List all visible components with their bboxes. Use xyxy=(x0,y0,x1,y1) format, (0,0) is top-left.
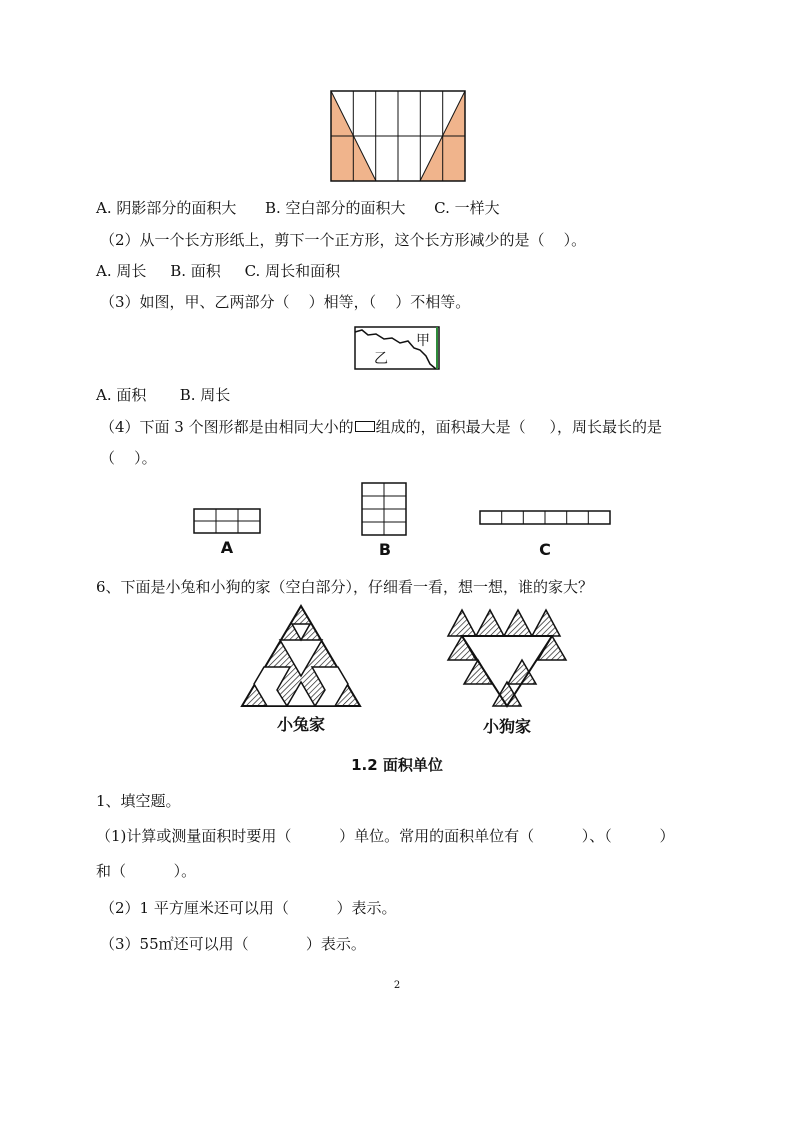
label-yi: 乙 xyxy=(374,351,388,367)
dog-house-label: 小狗家 xyxy=(482,717,531,736)
rectangle-shaded-figure xyxy=(330,90,466,182)
q4-text-after: 组成的，面积最大是（ ），周长最长的是 xyxy=(375,418,662,436)
q3-question: （3）如图，甲、乙两部分（ ）相等，（ ）不相等。 xyxy=(100,293,471,311)
figure-a-grid xyxy=(193,508,262,534)
figure-c-label: C xyxy=(539,540,551,559)
q4-question xyxy=(100,417,662,437)
q6-question: 6、下面是小兔和小狗的家（空白部分），仔细看一看，想一想，谁的家大？ xyxy=(96,578,594,596)
figure-c-grid xyxy=(479,510,611,525)
q1-options: A. 阴影部分的面积大 B. 空白部分的面积大 C. 一样大 xyxy=(96,199,500,217)
section-title: 1.2 面积单位 xyxy=(351,756,443,774)
q2-options: A. 周长 B. 面积 C. 周长和面积 xyxy=(96,262,341,280)
q3-options: A. 面积 B. 周长 xyxy=(96,386,231,404)
label-jia: 甲 xyxy=(416,333,430,349)
dog-house-figure xyxy=(446,606,568,708)
rabbit-house-figure xyxy=(240,604,362,708)
fill-item1-line1: （1)计算或测量面积时要用（ ）单位。常用的面积单位有（ ）、（ ） xyxy=(96,827,675,845)
fill-item2: （2）1 平方厘米还可以用（ ）表示。 xyxy=(100,899,397,917)
fill-item3: （3）55㎡还可以用（ ）表示。 xyxy=(100,935,366,953)
jia-yi-figure xyxy=(354,326,440,370)
unit-rectangle-icon xyxy=(355,421,375,432)
figure-b-label: B xyxy=(378,540,392,559)
figure-a-label: A xyxy=(220,538,234,557)
q4-text-before: （4）下面 3 个图形都是由相同大小的 xyxy=(100,418,354,436)
page-number: 2 xyxy=(393,980,401,991)
fill-heading: 1、填空题。 xyxy=(96,792,181,810)
rabbit-house-label: 小兔家 xyxy=(276,715,325,734)
q4-question-line2: （ ）。 xyxy=(100,449,157,467)
fill-item1-line2: 和（ ）。 xyxy=(96,862,197,880)
figure-b-grid xyxy=(361,482,407,536)
q2-question: （2）从一个长方形纸上，剪下一个正方形，这个长方形减少的是（ ）。 xyxy=(100,231,587,249)
